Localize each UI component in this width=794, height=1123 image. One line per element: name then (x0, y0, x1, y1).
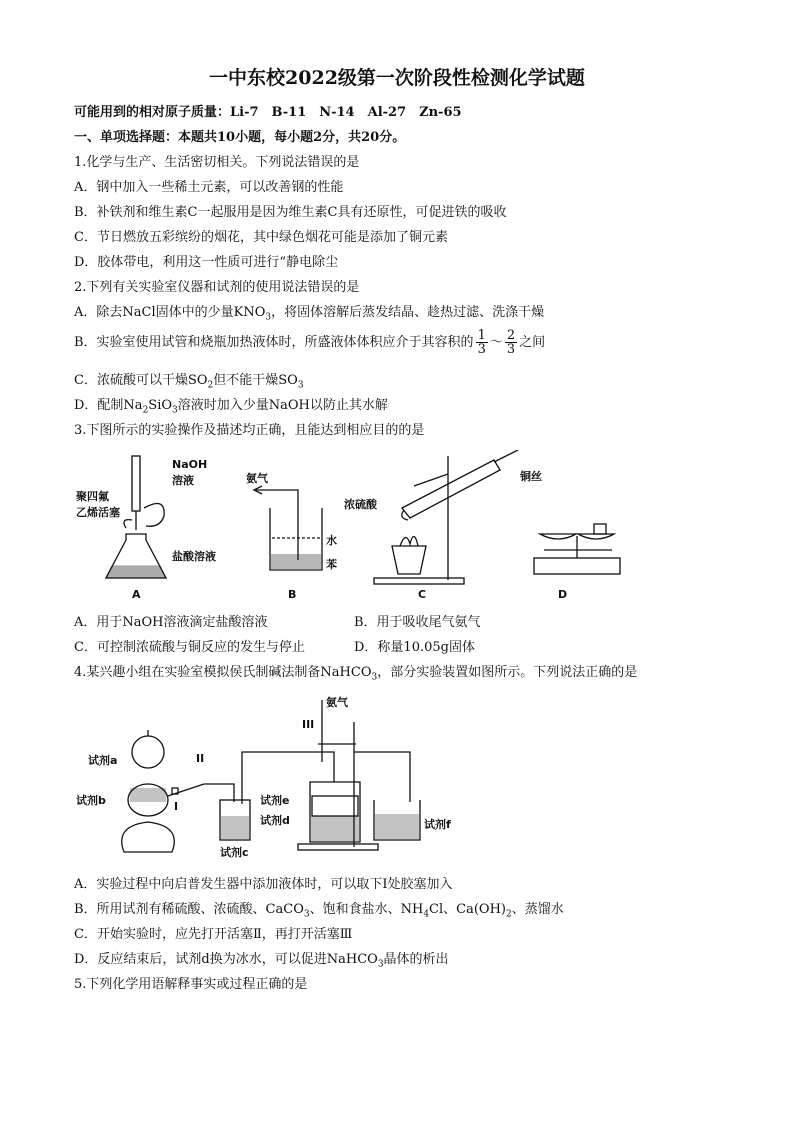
label-hcl: 盐酸溶液 (172, 550, 216, 563)
label-d: D (558, 588, 568, 601)
label-valve-iii: III (302, 718, 315, 731)
label-reagent-a: 试剂a (88, 754, 118, 767)
label-ptfe-2: 乙烯活塞 (76, 506, 120, 519)
label-a: A (132, 588, 141, 601)
label-reagent-d: 试剂d (260, 814, 290, 827)
q1-option-c: C．节日燃放五彩缤纷的烟花，其中绿色烟花可能是添加了铜元素 (74, 230, 448, 245)
q4-option-b: B．所用试剂有稀硫酸、浓硫酸、CaCO$_3$、饱和食盐水、$NH_4Cl$、$Ca(OH)_2$、蒸馏水 (74, 902, 564, 920)
balance-apparatus (534, 524, 620, 574)
q1-option-a: A．钢中加入一些稀土元素，可以改善钢的性能 (74, 180, 344, 195)
absorption-beaker (354, 752, 420, 840)
label-valve-i: I (174, 800, 179, 813)
label-naoh: NaOH (172, 458, 208, 471)
q3-option-a: A．用于NaOH溶液滴定盐酸溶液 (74, 615, 268, 630)
label-benzene: 苯 (326, 558, 337, 571)
label-b: B (288, 588, 297, 601)
q2-option-d: D．配制$Na_2SiO_3$溶液时加入少量NaOH以防止其水解 (74, 398, 388, 416)
label-reagent-c: 试剂c (220, 846, 249, 859)
label-cu: 铜丝 (520, 470, 542, 483)
q2-option-a: A．除去NaCl固体中的少量$KNO_3$，将固体溶解后蒸发结晶、趁热过滤、洗涤干燥 (74, 305, 545, 323)
q1-stem: 1.化学与生产、生活密切相关。下列说法错误的是 (74, 155, 360, 170)
q3-figure (74, 450, 634, 610)
label-reagent-b: 试剂b (76, 794, 106, 807)
q1-option-b: B．补铁剂和维生素C一起服用是因为维生素C具有还原性，可促进铁的吸收 (74, 205, 507, 220)
fraction-one-third: $\frac{1}{3}$ (477, 328, 486, 357)
q4-option-a: A．实验过程中向启普发生器中添加液体时，可以取下I处胶塞加入 (74, 877, 453, 892)
label-reagent-e: 试剂e (260, 794, 290, 807)
label-nh3: 氨气 (246, 472, 268, 485)
label-ptfe-1: 聚四氟 (76, 490, 109, 503)
q2-option-c: C．浓硫酸可以干燥$SO_2$但不能干燥$SO_3$ (74, 373, 304, 391)
label-solution: 溶液 (172, 474, 194, 487)
q4-figure (74, 692, 474, 862)
atomic-mass-line: 可能用到的相对原子质量：Li-7 B-11 N-14 Al-27 Zn-65 (74, 105, 462, 120)
q2-stem: 2.下列有关实验室仪器和试剂的使用说法错误的是 (74, 280, 360, 295)
q3-option-c: C．可控制浓硫酸与铜反应的发生与停止 (74, 640, 305, 655)
label-water: 水 (326, 534, 337, 547)
beaker-apparatus (254, 486, 322, 570)
q3-option-b: B．用于吸收尾气氨气 (354, 615, 481, 630)
fraction-two-thirds: $\frac{2}{3}$ (506, 328, 516, 357)
q1-option-d: D．胶体带电，利用这一性质可进行“静电除尘 (74, 255, 339, 270)
label-nh3-gas: 氨气 (326, 696, 348, 709)
label-acid: 浓硫酸 (344, 498, 377, 511)
q4-stem: 4.某兴趣小组在实验室模拟侯氏制碱法制备NaHCO$_3$，部分实验装置如图所示。下列说法正确的是 (74, 665, 638, 683)
section-heading: 一、单项选择题：本题共10小题，每小题2分，共20分。 (74, 130, 406, 145)
label-reagent-f: 试剂f (424, 818, 451, 831)
q5-stem: 5.下列化学用语解释事实或过程正确的是 (74, 977, 308, 992)
q2-option-b: B．实验室使用试管和烧瓶加热液体时，所盛液体体积应介于其容积的 $\frac{1}{3}$ ～ $\frac{2}{3}$ 之间 (74, 328, 546, 357)
kipp-generator (122, 730, 204, 852)
label-c: C (418, 588, 427, 601)
q4-option-c: C．开始实验时，应先打开活塞Ⅱ，再打开活塞Ⅲ (74, 927, 353, 942)
q3-stem: 3.下图所示的实验操作及描述均正确，且能达到相应目的的是 (74, 423, 425, 438)
stand-apparatus (374, 450, 518, 584)
q4-option-d: D．反应结束后，试剂d换为冰水，可以促进NaHCO$_3$晶体的析出 (74, 952, 449, 970)
q3-option-d: D．称量10.05g固体 (354, 640, 475, 655)
label-valve-ii: II (196, 752, 205, 765)
page-title: 一中东校2022级第一次阶段性检测化学试题 (209, 67, 585, 89)
